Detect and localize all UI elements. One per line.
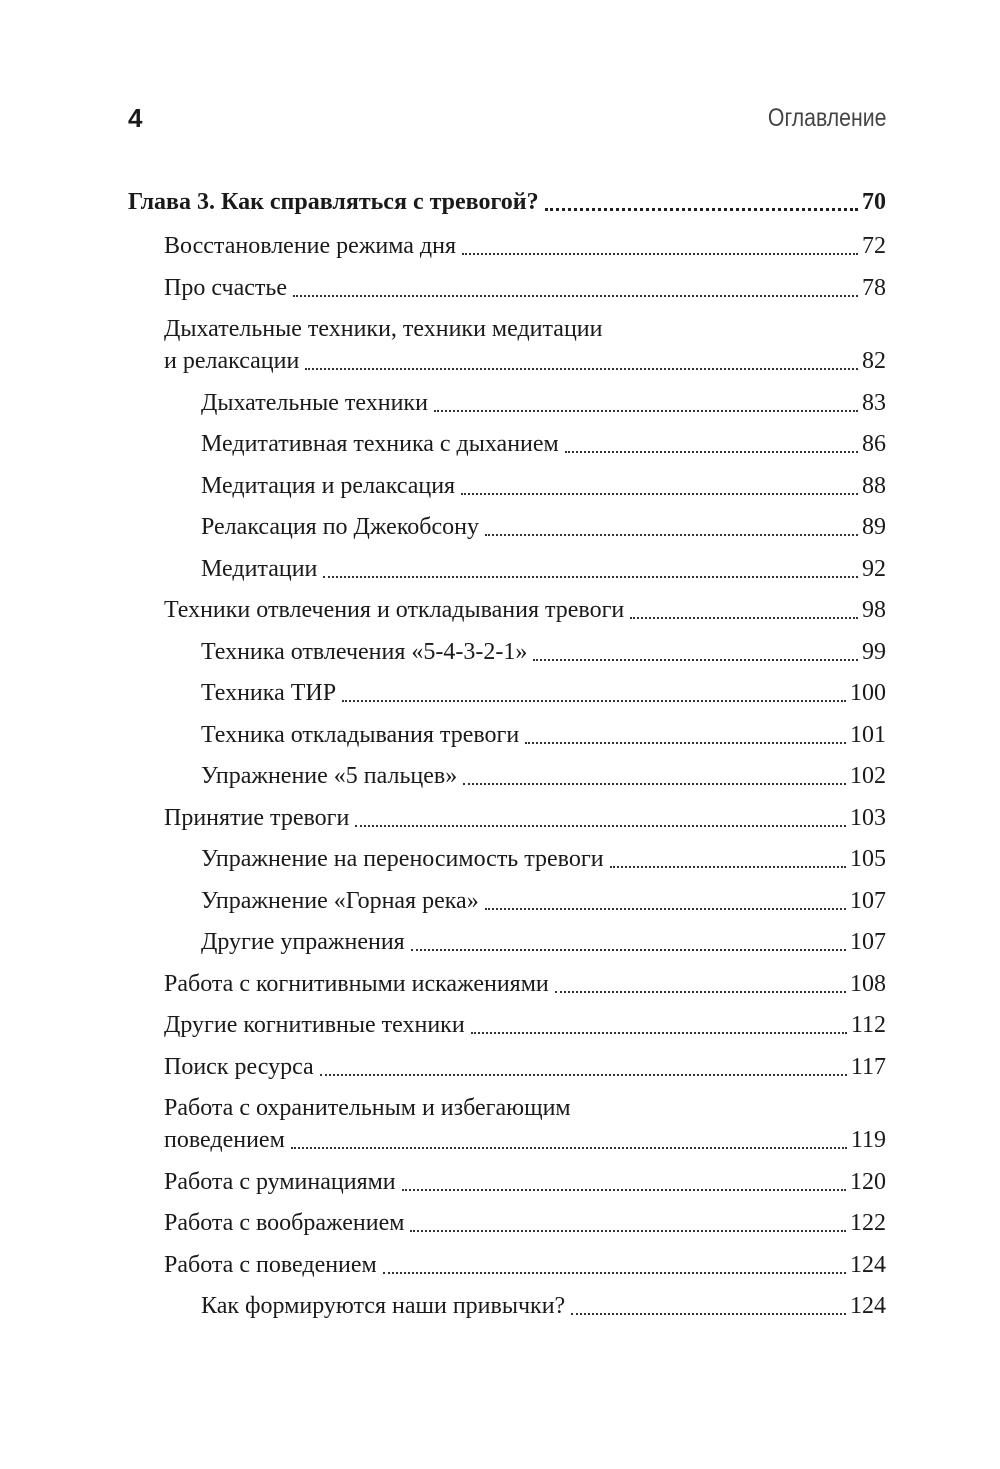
toc-entry[interactable] (128, 594, 886, 626)
toc-subentry[interactable] (128, 1290, 886, 1322)
dot-leader (383, 1272, 846, 1274)
dot-leader (461, 493, 858, 495)
dot-leader (463, 783, 846, 785)
toc-entry-page: 92 (862, 555, 886, 582)
toc-entry[interactable] (128, 272, 886, 304)
dot-leader (291, 1147, 847, 1149)
dot-leader (402, 1189, 846, 1191)
toc-subentry[interactable] (128, 885, 886, 917)
toc-entry-page: 120 (850, 1168, 886, 1195)
toc-entry-title-line1: Дыхательные техники, техники медитации (164, 316, 603, 342)
toc-entry-page: 100 (850, 680, 886, 706)
toc-chapter-entry[interactable] (128, 186, 886, 218)
toc-entry-page: 112 (850, 1012, 886, 1038)
toc-entry-title: Релаксация по Джекобсону (201, 514, 479, 540)
dot-leader (555, 991, 846, 993)
dot-leader (434, 410, 858, 412)
toc-entry-page: 103 (850, 804, 886, 831)
toc-entry-page: 70 (862, 189, 886, 215)
toc-entry-title: Техника ТИР (201, 680, 337, 706)
dot-leader (410, 1230, 846, 1232)
toc-entry-page: 124 (850, 1251, 886, 1278)
toc-subentry[interactable] (128, 553, 886, 585)
toc-entry-title: Другие упражнения (201, 929, 405, 955)
toc-subentry[interactable] (128, 511, 886, 543)
toc-entry-page: 83 (862, 389, 886, 416)
dot-leader (320, 1074, 847, 1076)
toc-entry-page: 86 (862, 431, 886, 457)
toc-entry-title: Упражнение «Горная река» (201, 887, 479, 914)
toc-entry-title: Глава 3. Как справляться с тревогой? (128, 189, 539, 215)
toc-entry-page: 78 (862, 274, 886, 301)
toc-entry[interactable] (128, 968, 886, 1000)
toc-entry-page: 124 (850, 1293, 886, 1319)
toc-entry-page: 82 (862, 348, 886, 374)
toc-entry-page: 107 (850, 887, 886, 914)
table-of-contents (128, 186, 886, 1332)
toc-entry[interactable] (128, 1166, 886, 1198)
toc-entry-page: 108 (850, 970, 886, 997)
page-number: 4 (128, 103, 143, 133)
toc-entry-page: 119 (850, 1127, 886, 1153)
toc-entry-page: 72 (862, 233, 886, 259)
toc-entry-title: Другие когнитивные техники (164, 1012, 465, 1038)
running-head (128, 98, 886, 138)
dot-leader (545, 208, 858, 211)
toc-entry-title: Упражнение «5 пальцев» (201, 763, 458, 789)
toc-entry[interactable] (128, 1207, 886, 1239)
dot-leader (630, 617, 858, 619)
toc-entry[interactable] (128, 1051, 886, 1083)
toc-entry-page: 102 (850, 763, 886, 789)
toc-entry-title: Техника откладывания тревоги (201, 721, 520, 748)
toc-entry-title: Про счастье (164, 274, 287, 301)
section-title: Оглавление (767, 104, 886, 132)
dot-leader (485, 534, 858, 536)
dot-leader (462, 253, 858, 255)
toc-entry-page: 101 (850, 721, 886, 748)
toc-entry-page: 107 (850, 929, 886, 955)
dot-leader (305, 368, 858, 370)
toc-entry-page: 98 (862, 597, 886, 623)
toc-entry-title: Принятие тревоги (164, 804, 350, 831)
toc-entry-title: Работа с когнитивными искажениями (164, 970, 549, 997)
toc-entry-title: Медитативная техника с дыханием (201, 431, 559, 457)
toc-entry-page: 99 (862, 638, 886, 665)
dot-leader (565, 451, 858, 453)
toc-entry-title: Техники отвлечения и откладывания тревоги (164, 597, 625, 623)
toc-entry-title-line1: Работа с охранительным и избегающим (164, 1095, 571, 1121)
toc-entry-page: 89 (862, 514, 886, 540)
toc-subentry[interactable] (128, 636, 886, 668)
toc-entry-title: Медитация и релаксация (201, 472, 456, 499)
toc-entry-title: Упражнение на переносимость тревоги (201, 846, 604, 872)
dot-leader (355, 825, 846, 827)
toc-entry-title: Работа с воображением (164, 1210, 405, 1236)
toc-subentry[interactable] (128, 719, 886, 751)
toc-entry[interactable] (128, 230, 886, 262)
toc-entry-title: и релаксации (164, 348, 300, 374)
toc-entry[interactable] (128, 313, 886, 377)
toc-entry-title: Поиск ресурса (164, 1053, 314, 1080)
toc-entry-title: Как формируются наши привычки? (201, 1293, 566, 1319)
toc-entry-page: 122 (850, 1210, 886, 1236)
toc-subentry[interactable] (128, 470, 886, 502)
dot-leader (610, 866, 846, 868)
toc-entry[interactable] (128, 1009, 886, 1041)
toc-entry-title: поведением (164, 1127, 285, 1153)
toc-entry[interactable] (128, 1092, 886, 1156)
toc-subentry[interactable] (128, 843, 886, 875)
toc-subentry[interactable] (128, 760, 886, 792)
toc-subentry[interactable] (128, 387, 886, 419)
toc-subentry[interactable] (128, 677, 886, 709)
dot-leader (471, 1032, 847, 1034)
toc-entry-page: 88 (862, 472, 886, 499)
dot-leader (323, 576, 858, 578)
dot-leader (571, 1313, 846, 1315)
dot-leader (411, 949, 846, 951)
dot-leader (533, 659, 858, 661)
toc-entry-page: 105 (850, 846, 886, 872)
toc-entry-title: Работа с руминациями (164, 1168, 396, 1195)
dot-leader (525, 742, 846, 744)
toc-entry[interactable] (128, 802, 886, 834)
dot-leader (342, 700, 846, 702)
toc-entry-title: Дыхательные техники (201, 389, 428, 416)
toc-entry[interactable] (128, 1249, 886, 1281)
toc-entry-title: Восстановление режима дня (164, 233, 457, 259)
dot-leader (485, 908, 846, 910)
toc-entry-title: Медитации (201, 555, 318, 582)
toc-entry-title: Работа с поведением (164, 1251, 377, 1278)
toc-subentry[interactable] (128, 926, 886, 958)
dot-leader (293, 295, 858, 297)
toc-entry-title: Техника отвлечения «5-4-3-2-1» (201, 638, 528, 665)
toc-entry-page: 117 (850, 1053, 886, 1080)
toc-subentry[interactable] (128, 428, 886, 460)
